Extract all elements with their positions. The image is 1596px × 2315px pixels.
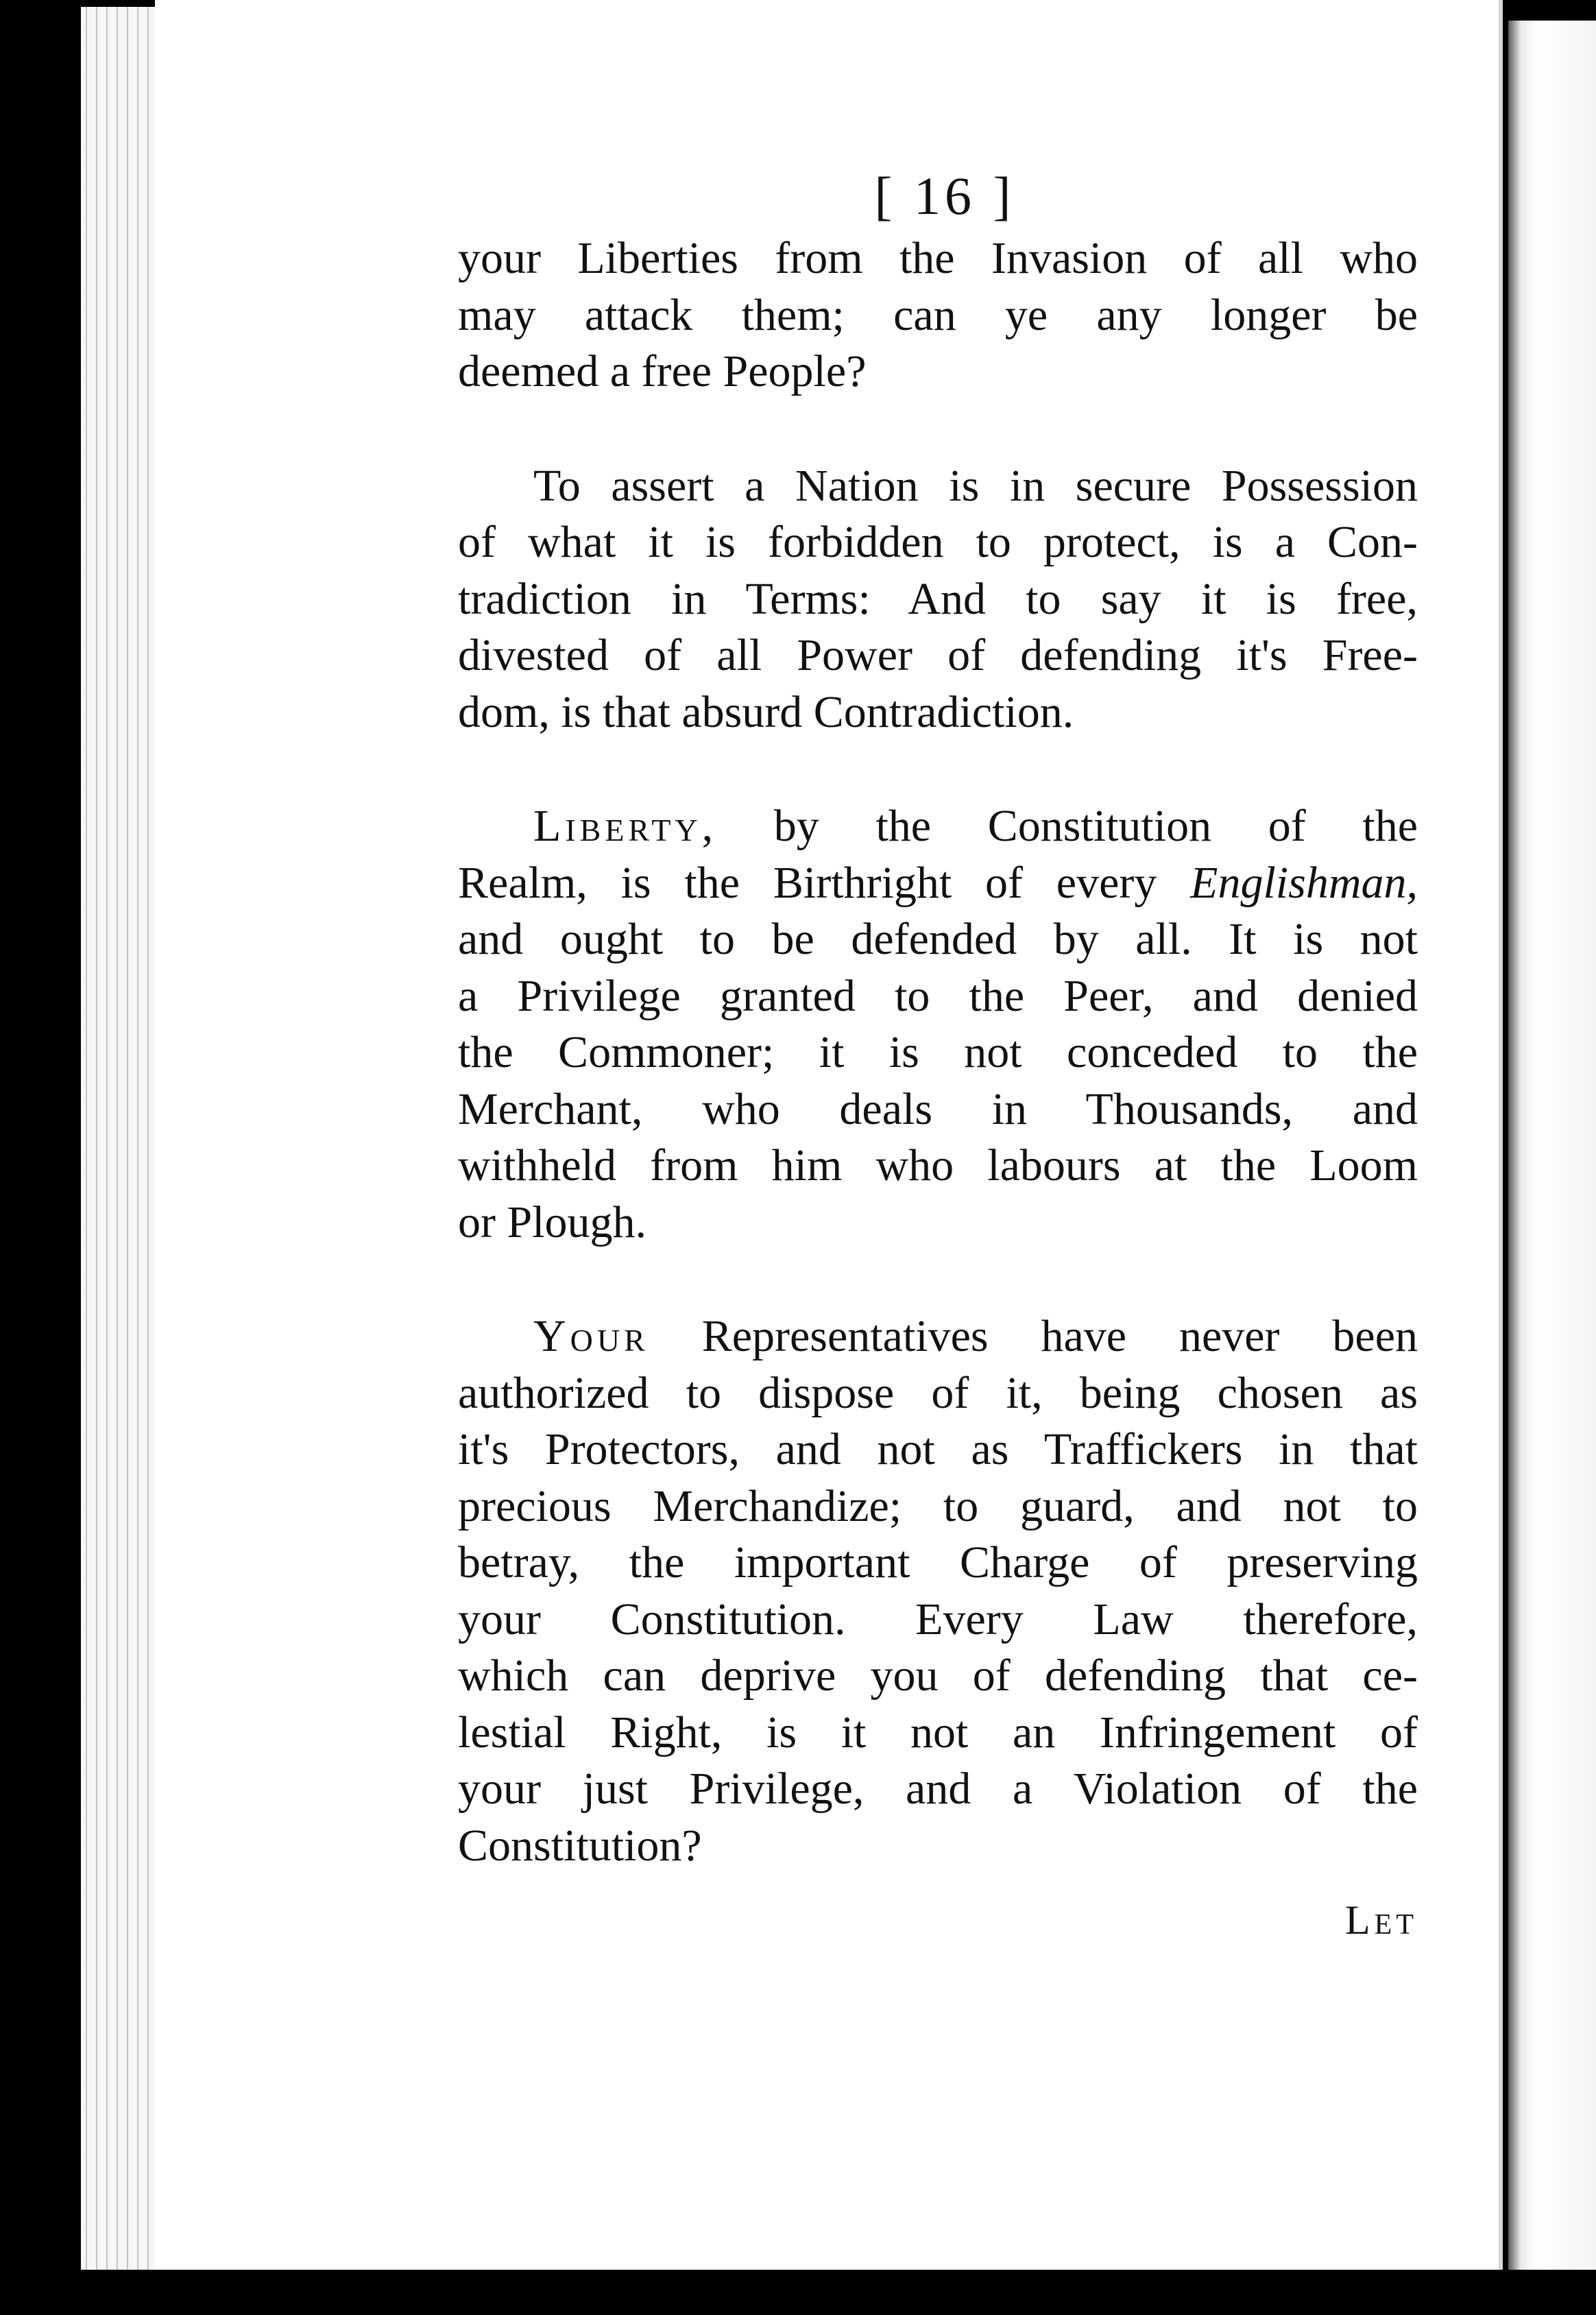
text-line: a Privilege granted to the Peer, and denied: [458, 970, 1418, 1021]
text-line: Liberty, by the Constitution of the: [533, 801, 1418, 851]
text-line: which can deprive you of defending that ce-: [458, 1651, 1418, 1701]
text-line: Merchant, who deals in Thousands, and: [458, 1083, 1418, 1134]
page-text: [458, 162, 1418, 1943]
text-line: Your Representatives have never been: [533, 1311, 1418, 1361]
catchword: Let: [1345, 1897, 1418, 1943]
text-line: dom, is that absurd Contradiction.: [458, 686, 1074, 737]
scan-border: [69, 2270, 1596, 2315]
text-line: and ought to be defended by all. It is not: [458, 914, 1418, 964]
text-line: of what it is forbidden to protect, is a Con-: [458, 517, 1418, 567]
text-line: your Liberties from the Invasion of all who: [458, 233, 1418, 283]
text-line: authorized to dispose of it, being chosen as: [458, 1367, 1418, 1418]
text-line: it's Protectors, and not as Traffickers in that: [458, 1424, 1418, 1474]
text-line: or Plough.: [458, 1197, 647, 1247]
small-caps-lead: Your: [533, 1311, 649, 1361]
facing-page-edge: [1508, 21, 1596, 2277]
page-number: [ 16 ]: [874, 166, 1015, 226]
text-line: withheld from him who labours at the Loom: [458, 1140, 1418, 1190]
page-edges: [81, 7, 163, 2270]
small-caps-lead: Liberty,: [533, 801, 718, 851]
text-line: deemed a free People?: [458, 346, 867, 396]
italic-word: Englishman,: [1190, 857, 1418, 908]
paragraph-1: [458, 230, 1418, 400]
text-line: your Constitution. Every Law therefore,: [458, 1594, 1418, 1644]
text-line: To assert a Nation is in secure Possession: [533, 460, 1418, 511]
text-line: betray, the important Charge of preserving: [458, 1537, 1418, 1587]
text-line: divested of all Power of defending it's Free-: [458, 630, 1418, 680]
text-line: precious Merchandize; to guard, and not to: [458, 1480, 1418, 1531]
paragraph-4: [458, 1308, 1418, 1874]
text-line: the Commoner; it is not conceded to the: [458, 1027, 1418, 1077]
text-line: lestial Right, is it not an Infringement of: [458, 1707, 1418, 1758]
text-line: may attack them; can ye any longer be: [458, 289, 1418, 340]
paragraph-2: [458, 458, 1418, 741]
text-line: your just Privilege, and a Violation of the: [458, 1764, 1418, 1814]
text-line: tradiction in Terms: And to say it is free,: [458, 573, 1418, 624]
paragraph-3: [458, 798, 1418, 1251]
text-line: Realm, is the Birthright of every Englishman,: [458, 857, 1418, 908]
text-line: Constitution?: [458, 1820, 702, 1871]
